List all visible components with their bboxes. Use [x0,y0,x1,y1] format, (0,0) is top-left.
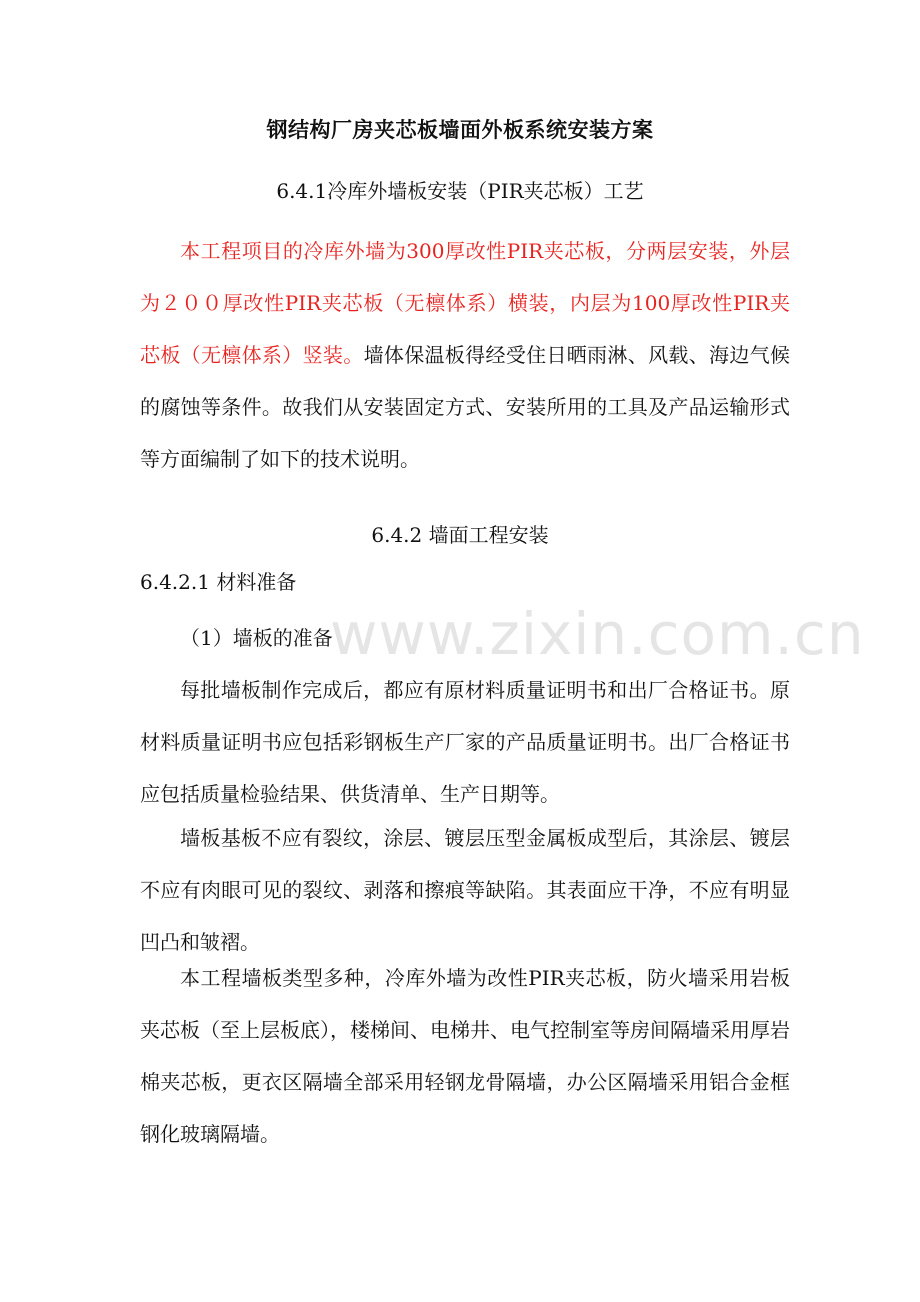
section-heading-6-4-2: 6.4.2 墙面工程安装 [371,523,549,547]
document-title: 钢结构厂房夹芯板墙面外板系统安装方案 [266,117,654,142]
watermark: www.zixin.com.cn [330,600,865,668]
intro-highlighted-text: 本工程项目的冷库外墙为300厚改性PIR夹芯板，分两层安装，外层为２００厚改性PIR夹芯板（无檩体系）横装，内层为100厚改性PIR夹芯板（无檩体系）竖装。 [140,239,790,367]
section-heading-6-4-1: 6.4.1冷库外墙板安装（PIR夹芯板）工艺 [276,179,644,203]
intro-paragraph [140,225,790,485]
paragraph-panel-types: 本工程墙板类型多种，冷库外墙为改性PIR夹芯板，防火墙采用岩板夹芯板（至上层板底），楼梯间、电梯井、电气控制室等房间隔墙采用厚岩棉夹芯板，更衣区隔墙全部采用轻钢龙骨隔墙，办公区隔墙采用铝合金框钢化玻璃隔墙。 [140,966,790,1146]
section-heading-6-4-2-1: 6.4.2.1 材料准备 [140,570,297,594]
paragraph-certificates: 每批墙板制作完成后，都应有原材料质量证明书和出厂合格证书。原材料质量证明书应包括彩钢板生产厂家的产品质量证明书。出厂合格证书应包括质量检验结果、供货清单、生产日期等。 [140,678,790,806]
intro-body-text: 墙体保温板得经受住日晒雨淋、风载、海边气候的腐蚀等条件。故我们从安装固定方式、安装所用的工具及产品运输形式等方面编制了如下的技术说明。 [140,343,791,471]
paragraph-surface-quality: 墙板基板不应有裂纹，涂层、镀层压型金属板成型后，其涂层、镀层不应有肉眼可见的裂纹、剥落和擦痕等缺陷。其表面应干净，不应有明显凹凸和皱褶。 [140,826,790,954]
item-heading-wall-panel-prep: （1）墙板的准备 [180,626,333,650]
